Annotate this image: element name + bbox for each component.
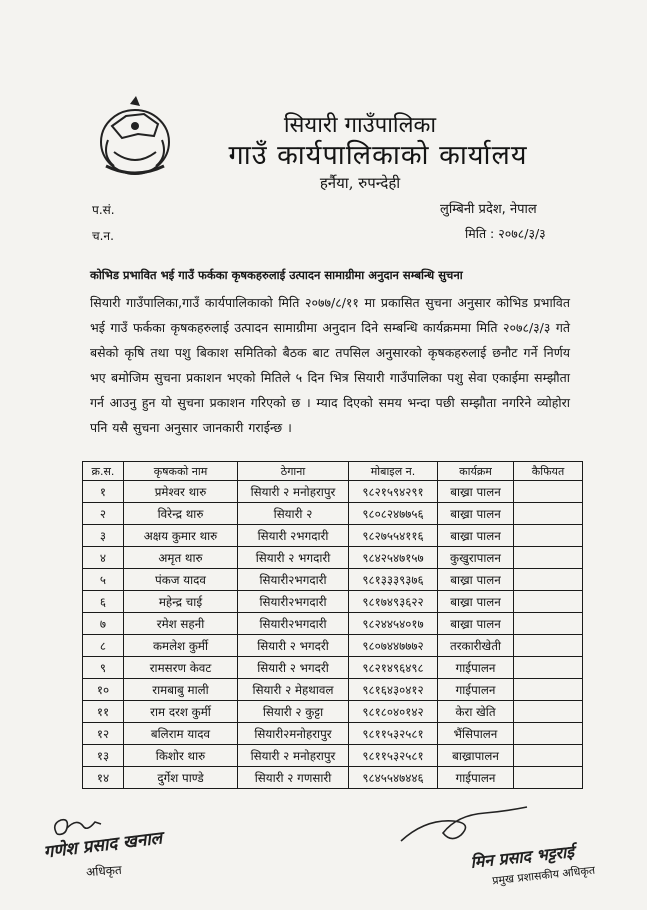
municipality-name: सियारी गाउँपालिका	[283, 113, 437, 138]
cell-mobile: ९८११५३२५८१	[349, 745, 438, 767]
cell-remarks	[514, 635, 583, 657]
cell-address: सियारी २ गणसारी	[238, 767, 349, 789]
cell-program: गाईपालन	[438, 679, 514, 701]
reference-number-label: प.सं.	[92, 203, 115, 217]
cell-remarks	[514, 481, 583, 503]
table-row	[83, 525, 583, 547]
cell-serial: ९	[83, 657, 124, 679]
table-row	[83, 503, 583, 525]
office-title: गाउँ कार्यपालिकाको कार्यालय	[228, 140, 528, 171]
cell-remarks	[514, 657, 583, 679]
cell-address: सियारी २ मनोहरापुर	[238, 745, 349, 767]
table-row	[83, 547, 583, 569]
cell-serial: ११	[83, 701, 124, 723]
cell-mobile: ९८४२५४७१५७	[349, 547, 438, 569]
header-serial: क्र.स.	[83, 462, 124, 481]
cell-remarks	[514, 745, 583, 767]
table-row	[83, 635, 583, 657]
cell-farmer-name: प्रमेश्वर थारु	[124, 481, 238, 503]
cell-program: भैंसिपालन	[438, 723, 514, 745]
cell-address: सियारी २ भगदरी	[238, 657, 349, 679]
cell-remarks	[514, 503, 583, 525]
cell-program: केरा खेति	[438, 701, 514, 723]
table-row	[83, 613, 583, 635]
cell-farmer-name: रामसरण केवट	[124, 657, 238, 679]
signatory-left-name: गणेश प्रसाद खनाल	[42, 828, 164, 863]
signatory-right-name: मिन प्रसाद भट्टराई	[469, 842, 575, 872]
cell-farmer-name: महेन्द्र चाई	[124, 591, 238, 613]
cell-address: सियारी २ भगदारी	[238, 547, 349, 569]
cell-serial: १	[83, 481, 124, 503]
cell-address: सियारी२भगदारी	[238, 569, 349, 591]
cell-farmer-name: किशोर थारु	[124, 745, 238, 767]
cell-program: बाख्रा पालन	[438, 481, 514, 503]
header-farmer-name: कृषकको नाम	[124, 462, 238, 481]
cell-mobile: ९८०८२४७७५६	[349, 503, 438, 525]
cell-farmer-name: अमृत थारु	[124, 547, 238, 569]
header-address: ठेगाना	[238, 462, 349, 481]
signature-scribble-right	[395, 805, 535, 850]
cell-address: सियारी २भगदारी	[238, 525, 349, 547]
notice-body: सियारी गाउँपालिका,गाउँ कार्यपालिकाको मिति २०७७/८/११ मा प्रकासित सुचना अनुसार कोभिड प्रभावित भई गाउँ फर्कका कृषकहरुलाई उत्पादन सामाग्रीमा अनुदान दिने सम्बन्धि कार्यक्रममा मिति २०७८/३/३ गते बसेको कृषि तथा पशु बिकाश समितिको बैठक बाट तपसिल अनुसारको कृषकहरुलाई छनौट गर्ने निर्णय भए बमोजिम सुचना प्रकाशन भएको मितिले ५ दिन भित्र सियारी गाउँपालिका पशु सेवा एकाईमा सम्झौता गर्न आउनु हुन यो सुचना प्रकाशन गरिएको छ । म्याद दिएको समय भन्दा पछी सम्झौता नगरिने व्योहोरा पनि यसै सुचना अनुसार जानकारी गराईन्छ ।	[90, 295, 570, 435]
table-row	[83, 745, 583, 767]
cell-program: कुखुरापालन	[438, 547, 514, 569]
cell-remarks	[514, 525, 583, 547]
cell-mobile: ९८१८०४०१४२	[349, 701, 438, 723]
cell-address: सियारी२भगदारी	[238, 613, 349, 635]
cell-program: बाख्रा पालन	[438, 525, 514, 547]
cell-farmer-name: राम दरश कुर्मी	[124, 701, 238, 723]
cell-serial: ८	[83, 635, 124, 657]
cell-program: तरकारीखेती	[438, 635, 514, 657]
cell-serial: १०	[83, 679, 124, 701]
table-row	[83, 569, 583, 591]
cell-address: सियारी२मनोहरापुर	[238, 723, 349, 745]
cell-address: सियारी २ मेहथावल	[238, 679, 349, 701]
table-row	[83, 767, 583, 789]
table-row	[83, 701, 583, 723]
cell-farmer-name: विरेन्द्र थारु	[124, 503, 238, 525]
office-location: हर्नैया, रुपन्देही	[319, 174, 401, 192]
cell-mobile: ९८२१५९४२९१	[349, 481, 438, 503]
table-row	[83, 679, 583, 701]
cell-remarks	[514, 723, 583, 745]
cell-program: गाईपालन	[438, 657, 514, 679]
cell-mobile: ९८११५३२५८१	[349, 723, 438, 745]
signatory-left-title: अधिकृत	[85, 862, 123, 880]
cell-farmer-name: पंकज यादव	[124, 569, 238, 591]
notice-date: मिति : २०७८/३/३	[465, 226, 546, 241]
cell-remarks	[514, 591, 583, 613]
cell-serial: १३	[83, 745, 124, 767]
cell-remarks	[514, 547, 583, 569]
cell-serial: ५	[83, 569, 124, 591]
dispatch-number-label: च.न.	[92, 229, 114, 243]
cell-remarks	[514, 613, 583, 635]
cell-serial: ३	[83, 525, 124, 547]
cell-remarks	[514, 569, 583, 591]
cell-farmer-name: रामबाबु माली	[124, 679, 238, 701]
cell-program: बाख्रा पालन	[438, 613, 514, 635]
cell-farmer-name: अक्षय कुमार थारु	[124, 525, 238, 547]
cell-serial: ७	[83, 613, 124, 635]
cell-program: बाख्रापालन	[438, 745, 514, 767]
notice-subject: कोभिड प्रभावित भई गाउँ फर्कका कृषकहरुलाई उत्पादन सामाग्रीमा अनुदान सम्बन्धि सुचना	[90, 268, 463, 282]
cell-mobile: ९८१७४९३६२२	[349, 591, 438, 613]
table-row	[83, 723, 583, 745]
province-text: लुम्बिनी प्रदेश, नेपाल	[440, 202, 537, 217]
header-mobile: मोबाइल न.	[349, 462, 438, 481]
table-row	[83, 657, 583, 679]
cell-program: बाख्रा पालन	[438, 569, 514, 591]
cell-mobile: ९८१६४३०४१२	[349, 679, 438, 701]
cell-farmer-name: दुर्गेश पाण्डे	[124, 767, 238, 789]
cell-serial: ४	[83, 547, 124, 569]
cell-mobile: ९८२७५५४११६	[349, 525, 438, 547]
cell-serial: १४	[83, 767, 124, 789]
cell-mobile: ९८२४४५४०१७	[349, 613, 438, 635]
cell-address: सियारी २ मनोहरापुर	[238, 481, 349, 503]
cell-address: सियारी २ कुट्टा	[238, 701, 349, 723]
cell-program: बाख्रा पालन	[438, 591, 514, 613]
cell-remarks	[514, 701, 583, 723]
cell-farmer-name: कमलेश कुर्मी	[124, 635, 238, 657]
signatory-right-title: प्रमुख प्रशासकीय अधिकृत	[491, 863, 596, 888]
cell-address: सियारी २	[238, 503, 349, 525]
header-remarks: कैफियत	[514, 462, 583, 481]
farmer-list-table	[82, 461, 583, 789]
cell-serial: २	[83, 503, 124, 525]
cell-program: गाईपालन	[438, 767, 514, 789]
cell-mobile: ९८०७४४७७७२	[349, 635, 438, 657]
cell-mobile: ९८४५५४७४४६	[349, 767, 438, 789]
cell-farmer-name: रमेश सहनी	[124, 613, 238, 635]
cell-address: सियारी २ भगदरी	[238, 635, 349, 657]
table-header-row	[83, 462, 583, 481]
cell-remarks	[514, 679, 583, 701]
cell-serial: १२	[83, 723, 124, 745]
cell-address: सियारी२भगदारी	[238, 591, 349, 613]
cell-serial: ६	[83, 591, 124, 613]
cell-program: बाख्रा पालन	[438, 503, 514, 525]
table-row	[83, 481, 583, 503]
header-program: कार्यक्रम	[438, 462, 514, 481]
cell-mobile: ९८१३३३९३७६	[349, 569, 438, 591]
cell-mobile: ९८२१४९६४९८	[349, 657, 438, 679]
cell-farmer-name: बलिराम यादव	[124, 723, 238, 745]
nepal-emblem-logo	[92, 96, 178, 182]
table-row	[83, 591, 583, 613]
cell-remarks	[514, 767, 583, 789]
